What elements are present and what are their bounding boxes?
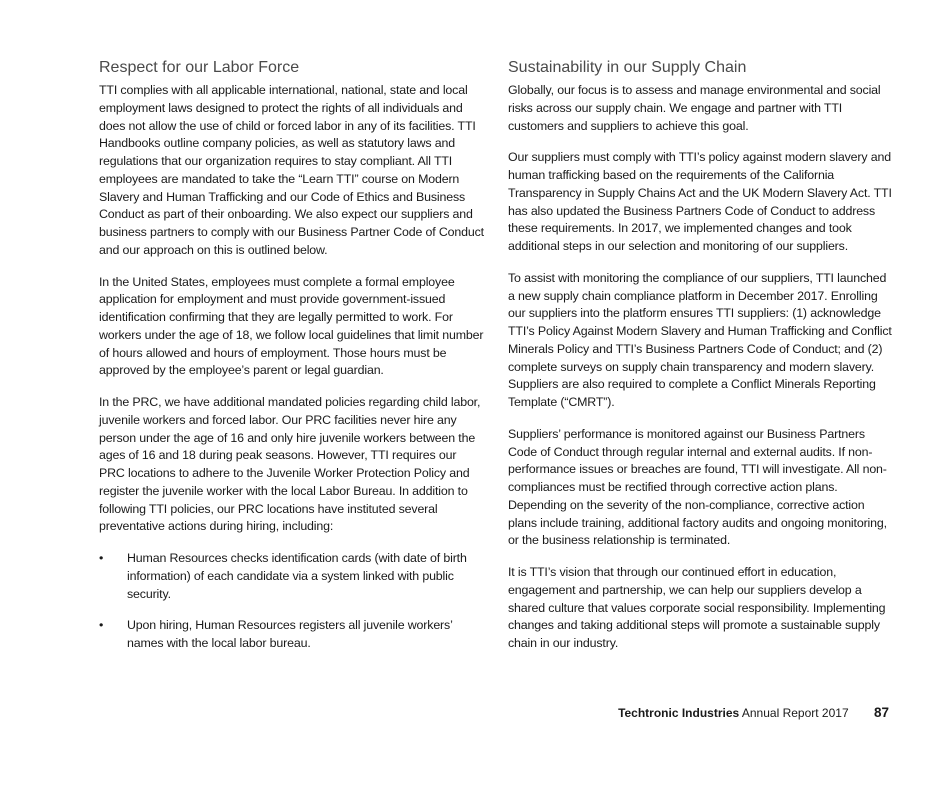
paragraph: It is TTI’s vision that through our continued effort in education, engagement and partnership, we can help our suppliers develop a shared culture that values corporate social responsibility. Implementing changes and taking additional steps will promote a sustainable supply chain in our industry. bbox=[508, 565, 886, 650]
paragraph: Our suppliers must comply with TTI’s policy against modern slavery and human trafficking based on the requirements of the California Transparency in Supply Chains Act and the UK Modern Slavery Act. TTI has also updated the Business Partners Code of Conduct to address these requirements. In 2017, we implemented changes and took additional steps in our selection and monitoring of our suppliers. bbox=[508, 150, 892, 253]
page-number: 87 bbox=[873, 705, 889, 720]
paragraph: Globally, our focus is to assess and manage environmental and social risks across our supply chain. We engage and partner with TTI customers and suppliers to achieve this goal. bbox=[508, 83, 881, 133]
paragraph: TTI complies with all applicable international, national, state and local employment laws designed to protect the rights of all individuals and does not allow the use of child or forced labor in any of its facilities. TTI Handbooks outline company policies, as well as statutory laws and regulations that our organization requires to stay compliant. All TTI employees are mandated to take the “Learn TTI” course on Modern Slavery and Human Trafficking and our Code of Ethics and Business Conduct as part of their onboarding. We also expect our suppliers and business partners to comply with our Business Partner Code of Conduct and our approach on this is outlined below. bbox=[99, 83, 484, 257]
right-column bbox=[508, 57, 893, 667]
paragraph: In the United States, employees must complete a formal employee application for employment and must provide government-issued identification confirming that they are legally permitted to work. For workers under the age of 18, we follow local guidelines that limit number of hours allowed and hours of employment. Those hours must be approved by the employee’s parent or legal guardian. bbox=[99, 274, 484, 378]
footer-report-title: Annual Report 2017 bbox=[741, 706, 849, 720]
paragraph: In the PRC, we have additional mandated policies regarding child labor, juvenile workers and forced labor. Our PRC facilities never hire any person under the age of 16 and only hire juvenile workers between the ages of 16 and 18 during peak seasons. However, TTI requires our PRC locations to adhere to the Juvenile Worker Protection Policy and register the juvenile worker with the local Labor Bureau. In addition to following TTI policies, our PRC locations have instituted several preventative actions during hiring, including: bbox=[99, 395, 481, 534]
bullet-text: Upon hiring, Human Resources registers all juvenile workers’ names with the local labor bureau. bbox=[127, 618, 453, 650]
paragraph: To assist with monitoring the compliance of our suppliers, TTI launched a new supply chain compliance platform in December 2017. Enrolling our suppliers into the platform ensures TTI suppliers: (1) acknowledge TTI’s Policy Against Modern Slavery and Human Trafficking and Conflict Minerals Policy and TTI’s Business Partners Code of Conduct; and (2) complete surveys on supply chain transparency and modern slavery. Suppliers are also required to complete a Conflict Minerals Reporting Template (“CMRT”). bbox=[508, 270, 892, 409]
left-column bbox=[99, 57, 484, 667]
footer-company: Techtronic Industries bbox=[618, 706, 740, 720]
page-footer bbox=[618, 705, 889, 721]
bullet-list bbox=[99, 550, 484, 653]
bullet-icon: • bbox=[99, 618, 104, 633]
bullet-item bbox=[99, 550, 484, 603]
section-heading-supply-chain: Sustainability in our Supply Chain bbox=[508, 59, 747, 76]
bullet-item bbox=[99, 617, 484, 653]
paragraph: Suppliers’ performance is monitored against our Business Partners Code of Conduct through regular internal and external audits. If non-performance issues or breaches are found, TTI will investigate. All non-compliances must be rectified through corrective action plans. Depending on the severity of the non-compliance, corrective action plans include training, additional factory audits and ongoing monitoring, or the business relationship is terminated. bbox=[508, 426, 887, 548]
section-heading-labor-force: Respect for our Labor Force bbox=[99, 59, 300, 76]
bullet-icon: • bbox=[99, 551, 104, 565]
bullet-text: Human Resources checks identification cards (with date of birth information) of each candidate via a system linked with public security. bbox=[127, 551, 467, 601]
